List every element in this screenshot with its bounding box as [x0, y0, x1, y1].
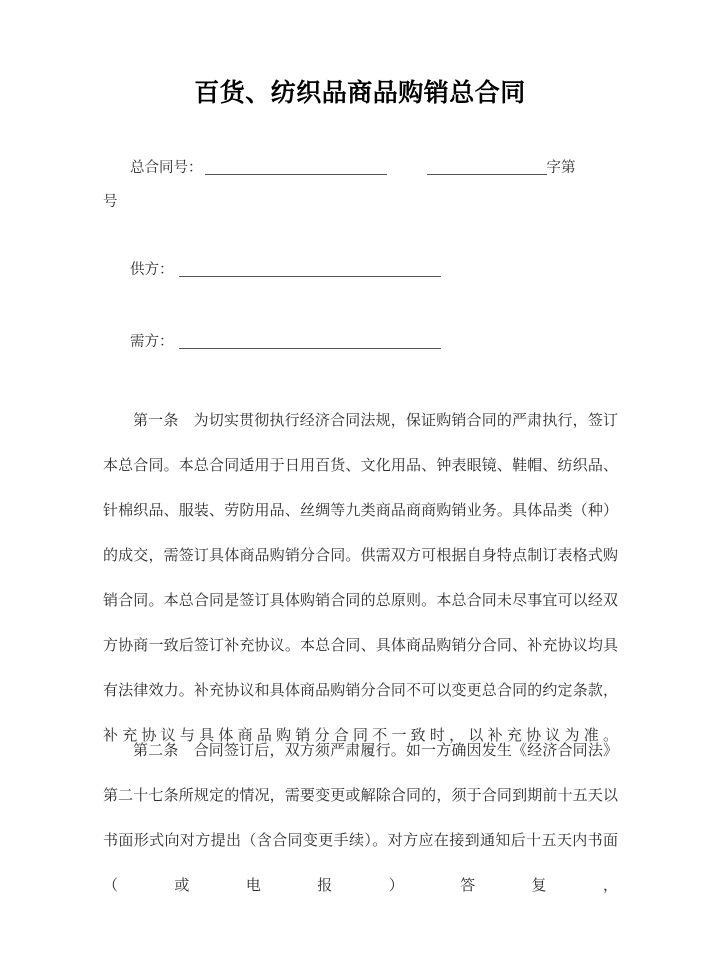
buyer-label: 需方： — [130, 334, 174, 350]
buyer-input[interactable] — [179, 333, 441, 349]
article-paragraph-1: 第一条 为切实贯彻执行经济合同法规，保证购销合同的严肃执行，签订本总合同。本总合同适用于日用百货、文化用品、钟表眼镜、鞋帽、纺织品、针棉织品、服装、劳防用品、丝绸等九类商品商商购销业务。具体品类（种）的成交，需签订具体商品购销分合同。供需双方可根据自身特点制订表格式购销合同。本总合同是签订具体购销合同的总原则。本总合同未尽事宜可以经双方协商一致后签订补充协议。本总合同、具体商品购销分合同、补充协议均具有法律效力。补充协议和具体商品购销分合同不可以变更总合同的约定条款，补充协议与具体商品购销分合同不一致时，以补充协议为准。 — [103, 411, 618, 744]
contract-number-field-row — [103, 157, 617, 179]
contract-prefix-input[interactable] — [427, 159, 547, 175]
contract-number-label: 总合同号： — [130, 160, 203, 176]
supplier-input[interactable] — [179, 261, 441, 277]
article-paragraph-2: 第二条 合同签订后，双方须严肃履行。如一方确因发生《经济合同法》第二十七条所规定的情况，需要变更或解除合同的，须于合同到期前十五天以书面形式向对方提出（含合同变更手续）。对方应在接到通知后十五天内书面（或电报）答复， — [103, 741, 618, 894]
contract-number-suffix-label: 字第 — [546, 160, 576, 176]
contract-number-input[interactable] — [205, 159, 387, 175]
page-title: 百货、纺织品商品购销总合同 — [194, 78, 526, 107]
supplier-field-row — [103, 259, 617, 281]
buyer-field-row — [103, 331, 617, 353]
contract-number-suffix-wrapped: 号 — [103, 194, 118, 210]
supplier-label: 供方： — [130, 262, 174, 278]
